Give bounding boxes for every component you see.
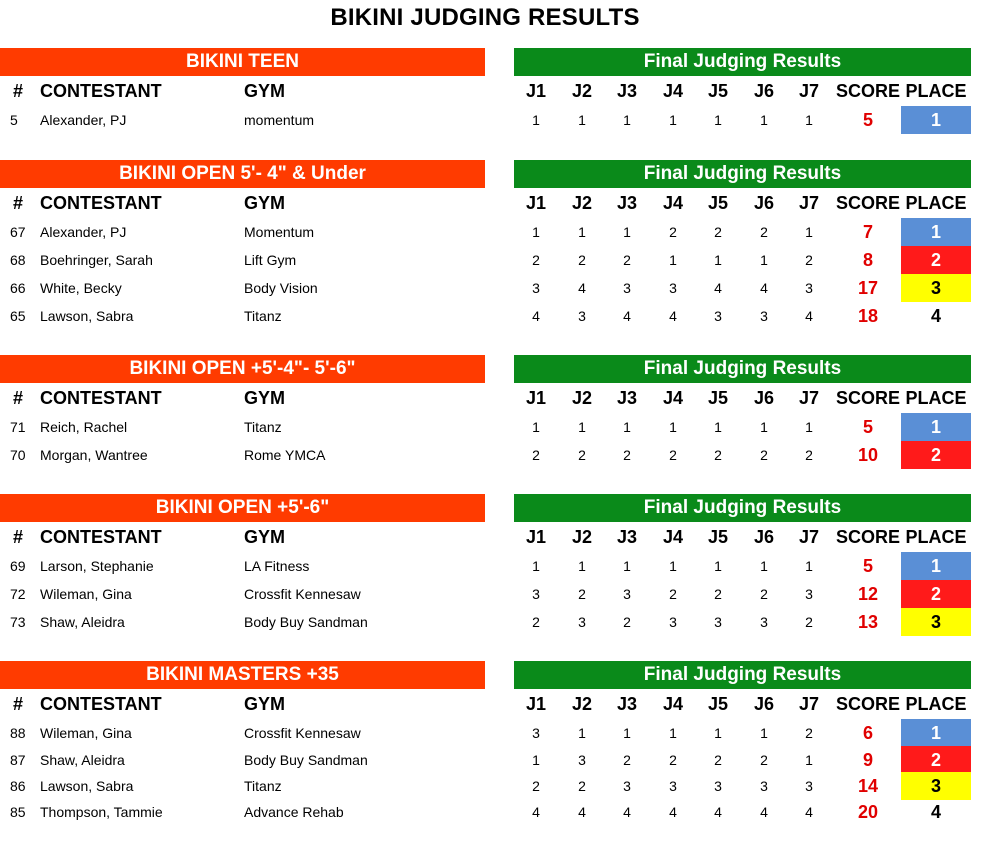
contestant-gym: Lift Gym xyxy=(244,252,297,268)
judge-score: 3 xyxy=(760,308,768,324)
contestant-gym: Advance Rehab xyxy=(244,804,344,820)
contestant-number: 85 xyxy=(10,804,26,820)
contestant-name: Wileman, Gina xyxy=(40,586,132,602)
contestant-number: 87 xyxy=(10,752,26,768)
judge-score: 4 xyxy=(760,804,768,820)
judge-score: 2 xyxy=(669,586,677,602)
judge-score: 1 xyxy=(805,224,813,240)
judge-score: 4 xyxy=(532,804,540,820)
judge-score: 1 xyxy=(714,558,722,574)
judge-score: 2 xyxy=(669,224,677,240)
total-score: 12 xyxy=(857,584,879,604)
division-section xyxy=(0,661,1000,861)
table-row xyxy=(0,746,1000,774)
judge-score: 4 xyxy=(669,308,677,324)
total-score: 8 xyxy=(862,250,873,270)
total-score: 10 xyxy=(857,445,879,465)
division-title: BIKINI OPEN +5'-4"- 5'-6" xyxy=(0,355,485,383)
contestant-gym: Body Buy Sandman xyxy=(244,752,368,768)
judge-score: 1 xyxy=(669,252,677,268)
contestant-gym: Rome YMCA xyxy=(244,447,326,463)
judge-score: 3 xyxy=(623,586,631,602)
contestant-number: 86 xyxy=(10,778,26,794)
header-judge: J4 xyxy=(662,694,684,714)
judge-score: 3 xyxy=(623,778,631,794)
judge-score: 2 xyxy=(623,752,631,768)
judge-score: 1 xyxy=(669,112,677,128)
contestant-name: Reich, Rachel xyxy=(40,419,128,435)
place-badge: 4 xyxy=(930,306,941,326)
judge-score: 2 xyxy=(714,447,722,463)
header-contestant: CONTESTANT xyxy=(40,694,162,714)
judge-score: 2 xyxy=(623,447,631,463)
header-contestant: CONTESTANT xyxy=(40,527,162,547)
header-judge: J6 xyxy=(753,193,775,213)
contestant-name: Thompson, Tammie xyxy=(40,804,163,820)
place-badge: 1 xyxy=(901,552,971,580)
judge-score: 1 xyxy=(578,419,586,435)
place-badge: 1 xyxy=(901,413,971,441)
judge-score: 1 xyxy=(669,419,677,435)
judge-score: 4 xyxy=(714,804,722,820)
judge-score: 1 xyxy=(578,112,586,128)
contestant-gym: Titanz xyxy=(244,419,282,435)
contestant-gym: Crossfit Kennesaw xyxy=(244,725,361,741)
header-judge: J1 xyxy=(525,81,547,101)
judge-score: 4 xyxy=(669,804,677,820)
header-judge: J4 xyxy=(662,81,684,101)
page-title: BIKINI JUDGING RESULTS xyxy=(330,4,640,31)
place-badge: 2 xyxy=(901,580,971,608)
header-judge: J4 xyxy=(662,388,684,408)
judge-score: 4 xyxy=(760,280,768,296)
header-judge: J1 xyxy=(525,527,547,547)
judge-score: 1 xyxy=(714,112,722,128)
judge-score: 3 xyxy=(578,752,586,768)
header-judge: J2 xyxy=(571,193,593,213)
judge-score: 2 xyxy=(578,447,586,463)
judge-score: 4 xyxy=(805,804,813,820)
place-badge: 2 xyxy=(901,246,971,274)
contestant-name: Lawson, Sabra xyxy=(40,778,134,794)
judge-score: 2 xyxy=(623,252,631,268)
judge-score: 2 xyxy=(760,586,768,602)
header-judge: J4 xyxy=(662,527,684,547)
contestant-name: White, Becky xyxy=(40,280,122,296)
division-title: BIKINI OPEN 5'- 4" & Under xyxy=(0,160,485,188)
judge-score: 1 xyxy=(714,419,722,435)
contestant-number: 71 xyxy=(10,419,26,435)
judge-score: 1 xyxy=(805,752,813,768)
place-badge: 3 xyxy=(901,608,971,636)
header-gym: GYM xyxy=(244,388,286,408)
judge-score: 1 xyxy=(714,252,722,268)
judge-score: 2 xyxy=(532,447,540,463)
place-badge: 4 xyxy=(930,802,941,822)
header-judge: J6 xyxy=(753,527,775,547)
judge-score: 4 xyxy=(578,804,586,820)
header-judge: J6 xyxy=(753,388,775,408)
judge-score: 3 xyxy=(669,280,677,296)
header-score: SCORE xyxy=(836,193,901,213)
table-row xyxy=(0,580,1000,608)
judge-score: 1 xyxy=(805,112,813,128)
judge-score: 2 xyxy=(805,725,813,741)
contestant-number: 5 xyxy=(10,112,18,128)
header-num: # xyxy=(13,694,24,714)
judge-score: 1 xyxy=(760,112,768,128)
judge-score: 3 xyxy=(532,280,540,296)
contestant-gym: LA Fitness xyxy=(244,558,310,574)
header-judge: J7 xyxy=(798,193,820,213)
judge-score: 1 xyxy=(532,112,540,128)
judge-score: 4 xyxy=(623,308,631,324)
judge-score: 1 xyxy=(532,419,540,435)
header-score: SCORE xyxy=(836,388,901,408)
header-num: # xyxy=(13,193,24,213)
place-badge: 1 xyxy=(901,719,971,747)
header-num: # xyxy=(13,81,24,101)
judge-score: 1 xyxy=(532,558,540,574)
header-gym: GYM xyxy=(244,527,286,547)
judge-score: 2 xyxy=(805,252,813,268)
division-title: BIKINI OPEN +5'-6" xyxy=(0,494,485,522)
total-score: 7 xyxy=(862,222,873,242)
judge-score: 3 xyxy=(714,614,722,630)
table-row xyxy=(0,106,1000,134)
contestant-name: Morgan, Wantree xyxy=(40,447,148,463)
table-row xyxy=(0,552,1000,580)
header-judge: J7 xyxy=(798,81,820,101)
judge-score: 3 xyxy=(760,614,768,630)
contestant-name: Alexander, PJ xyxy=(40,224,127,240)
place-badge: 3 xyxy=(901,772,971,800)
contestant-number: 88 xyxy=(10,725,26,741)
header-judge: J2 xyxy=(571,694,593,714)
header-judge: J6 xyxy=(753,81,775,101)
contestant-number: 65 xyxy=(10,308,26,324)
header-judge: J5 xyxy=(707,388,729,408)
place-badge: 2 xyxy=(901,746,971,774)
judge-score: 1 xyxy=(714,725,722,741)
judge-score: 1 xyxy=(760,252,768,268)
total-score: 18 xyxy=(857,306,879,326)
judge-score: 2 xyxy=(760,224,768,240)
contestant-number: 70 xyxy=(10,447,26,463)
judge-score: 1 xyxy=(532,224,540,240)
judge-score: 3 xyxy=(805,778,813,794)
judge-score: 2 xyxy=(578,586,586,602)
header-judge: J3 xyxy=(616,694,638,714)
judge-score: 3 xyxy=(532,586,540,602)
header-contestant: CONTESTANT xyxy=(40,388,162,408)
table-row xyxy=(0,441,1000,469)
table-row xyxy=(0,274,1000,302)
header-place: PLACE xyxy=(905,81,967,101)
contestant-number: 66 xyxy=(10,280,26,296)
contestant-gym: Titanz xyxy=(244,308,282,324)
results-title: Final Judging Results xyxy=(514,494,971,522)
division-title: BIKINI MASTERS +35 xyxy=(0,661,485,689)
header-judge: J3 xyxy=(616,81,638,101)
judge-score: 1 xyxy=(578,224,586,240)
table-row xyxy=(0,218,1000,246)
table-row xyxy=(0,608,1000,636)
results-title: Final Judging Results xyxy=(514,48,971,76)
header-judge: J1 xyxy=(525,694,547,714)
header-score: SCORE xyxy=(836,527,901,547)
header-judge: J4 xyxy=(662,193,684,213)
judge-score: 2 xyxy=(714,586,722,602)
total-score: 13 xyxy=(857,612,879,632)
contestant-name: Boehringer, Sarah xyxy=(40,252,153,268)
table-row xyxy=(0,413,1000,441)
place-badge: 3 xyxy=(901,274,971,302)
judge-score: 1 xyxy=(669,725,677,741)
header-judge: J1 xyxy=(525,193,547,213)
table-row xyxy=(0,798,1000,826)
contestant-number: 69 xyxy=(10,558,26,574)
header-judge: J7 xyxy=(798,527,820,547)
contestant-gym: Body Buy Sandman xyxy=(244,614,368,630)
header-judge: J3 xyxy=(616,527,638,547)
judge-score: 1 xyxy=(760,558,768,574)
judge-score: 3 xyxy=(669,614,677,630)
results-title: Final Judging Results xyxy=(514,661,971,689)
judge-score: 2 xyxy=(760,447,768,463)
header-place: PLACE xyxy=(905,388,967,408)
total-score: 5 xyxy=(862,417,873,437)
judge-score: 1 xyxy=(532,752,540,768)
contestant-name: Shaw, Aleidra xyxy=(40,614,125,630)
judge-score: 2 xyxy=(669,752,677,768)
judge-score: 3 xyxy=(760,778,768,794)
total-score: 5 xyxy=(862,556,873,576)
header-judge: J5 xyxy=(707,81,729,101)
table-row xyxy=(0,302,1000,330)
judge-score: 2 xyxy=(714,752,722,768)
judge-score: 4 xyxy=(805,308,813,324)
place-badge: 1 xyxy=(901,218,971,246)
judge-score: 2 xyxy=(805,614,813,630)
header-num: # xyxy=(13,527,24,547)
judge-score: 1 xyxy=(623,112,631,128)
header-place: PLACE xyxy=(905,527,967,547)
contestant-gym: Crossfit Kennesaw xyxy=(244,586,361,602)
judge-score: 2 xyxy=(578,778,586,794)
header-judge: J2 xyxy=(571,81,593,101)
judge-score: 1 xyxy=(805,419,813,435)
place-badge: 1 xyxy=(901,106,971,134)
header-judge: J5 xyxy=(707,193,729,213)
header-judge: J5 xyxy=(707,694,729,714)
judge-score: 2 xyxy=(714,224,722,240)
total-score: 17 xyxy=(857,278,879,298)
judge-score: 1 xyxy=(805,558,813,574)
contestant-name: Larson, Stephanie xyxy=(40,558,154,574)
header-score: SCORE xyxy=(836,81,901,101)
judge-score: 3 xyxy=(623,280,631,296)
contestant-gym: Titanz xyxy=(244,778,282,794)
header-gym: GYM xyxy=(244,81,286,101)
contestant-number: 73 xyxy=(10,614,26,630)
contestant-gym: Momentum xyxy=(244,224,315,240)
header-judge: J6 xyxy=(753,694,775,714)
table-row xyxy=(0,772,1000,800)
judge-score: 4 xyxy=(532,308,540,324)
judge-score: 3 xyxy=(578,614,586,630)
judge-score: 1 xyxy=(623,558,631,574)
contestant-name: Wileman, Gina xyxy=(40,725,132,741)
header-gym: GYM xyxy=(244,193,286,213)
header-judge: J7 xyxy=(798,694,820,714)
header-judge: J3 xyxy=(616,388,638,408)
judge-score: 1 xyxy=(760,419,768,435)
judge-score: 3 xyxy=(578,308,586,324)
header-judge: J3 xyxy=(616,193,638,213)
table-row xyxy=(0,719,1000,747)
results-title: Final Judging Results xyxy=(514,355,971,383)
total-score: 5 xyxy=(862,110,873,130)
judge-score: 2 xyxy=(760,752,768,768)
contestant-gym: Body Vision xyxy=(244,280,318,296)
judge-score: 3 xyxy=(714,778,722,794)
judge-score: 3 xyxy=(805,586,813,602)
judge-score: 2 xyxy=(623,614,631,630)
header-place: PLACE xyxy=(905,193,967,213)
header-place: PLACE xyxy=(905,694,967,714)
judge-score: 1 xyxy=(578,558,586,574)
judge-score: 2 xyxy=(805,447,813,463)
division-title: BIKINI TEEN xyxy=(0,48,485,76)
judge-score: 4 xyxy=(714,280,722,296)
judge-score: 1 xyxy=(623,419,631,435)
header-num: # xyxy=(13,388,24,408)
judge-score: 1 xyxy=(623,725,631,741)
header-judge: J7 xyxy=(798,388,820,408)
judge-score: 2 xyxy=(578,252,586,268)
judge-score: 3 xyxy=(714,308,722,324)
judge-score: 1 xyxy=(669,558,677,574)
results-title: Final Judging Results xyxy=(514,160,971,188)
header-judge: J5 xyxy=(707,527,729,547)
header-gym: GYM xyxy=(244,694,286,714)
division-section xyxy=(0,160,1000,360)
judge-score: 2 xyxy=(669,447,677,463)
judge-score: 1 xyxy=(760,725,768,741)
total-score: 14 xyxy=(857,776,879,796)
contestant-name: Shaw, Aleidra xyxy=(40,752,125,768)
judge-score: 2 xyxy=(532,614,540,630)
total-score: 9 xyxy=(862,750,873,770)
header-judge: J2 xyxy=(571,388,593,408)
contestant-gym: momentum xyxy=(244,112,315,128)
judge-score: 4 xyxy=(578,280,586,296)
contestant-number: 68 xyxy=(10,252,26,268)
header-judge: J2 xyxy=(571,527,593,547)
header-score: SCORE xyxy=(836,694,901,714)
contestant-name: Alexander, PJ xyxy=(40,112,127,128)
header-contestant: CONTESTANT xyxy=(40,81,162,101)
judge-score: 1 xyxy=(578,725,586,741)
judge-score: 3 xyxy=(805,280,813,296)
contestant-number: 72 xyxy=(10,586,26,602)
place-badge: 2 xyxy=(901,441,971,469)
contestant-number: 67 xyxy=(10,224,26,240)
judge-score: 3 xyxy=(669,778,677,794)
table-row xyxy=(0,246,1000,274)
total-score: 6 xyxy=(862,723,873,743)
header-judge: J1 xyxy=(525,388,547,408)
judge-score: 3 xyxy=(532,725,540,741)
judge-score: 4 xyxy=(623,804,631,820)
judge-score: 2 xyxy=(532,778,540,794)
total-score: 20 xyxy=(857,802,879,822)
header-contestant: CONTESTANT xyxy=(40,193,162,213)
judge-score: 2 xyxy=(532,252,540,268)
judge-score: 1 xyxy=(623,224,631,240)
contestant-name: Lawson, Sabra xyxy=(40,308,134,324)
